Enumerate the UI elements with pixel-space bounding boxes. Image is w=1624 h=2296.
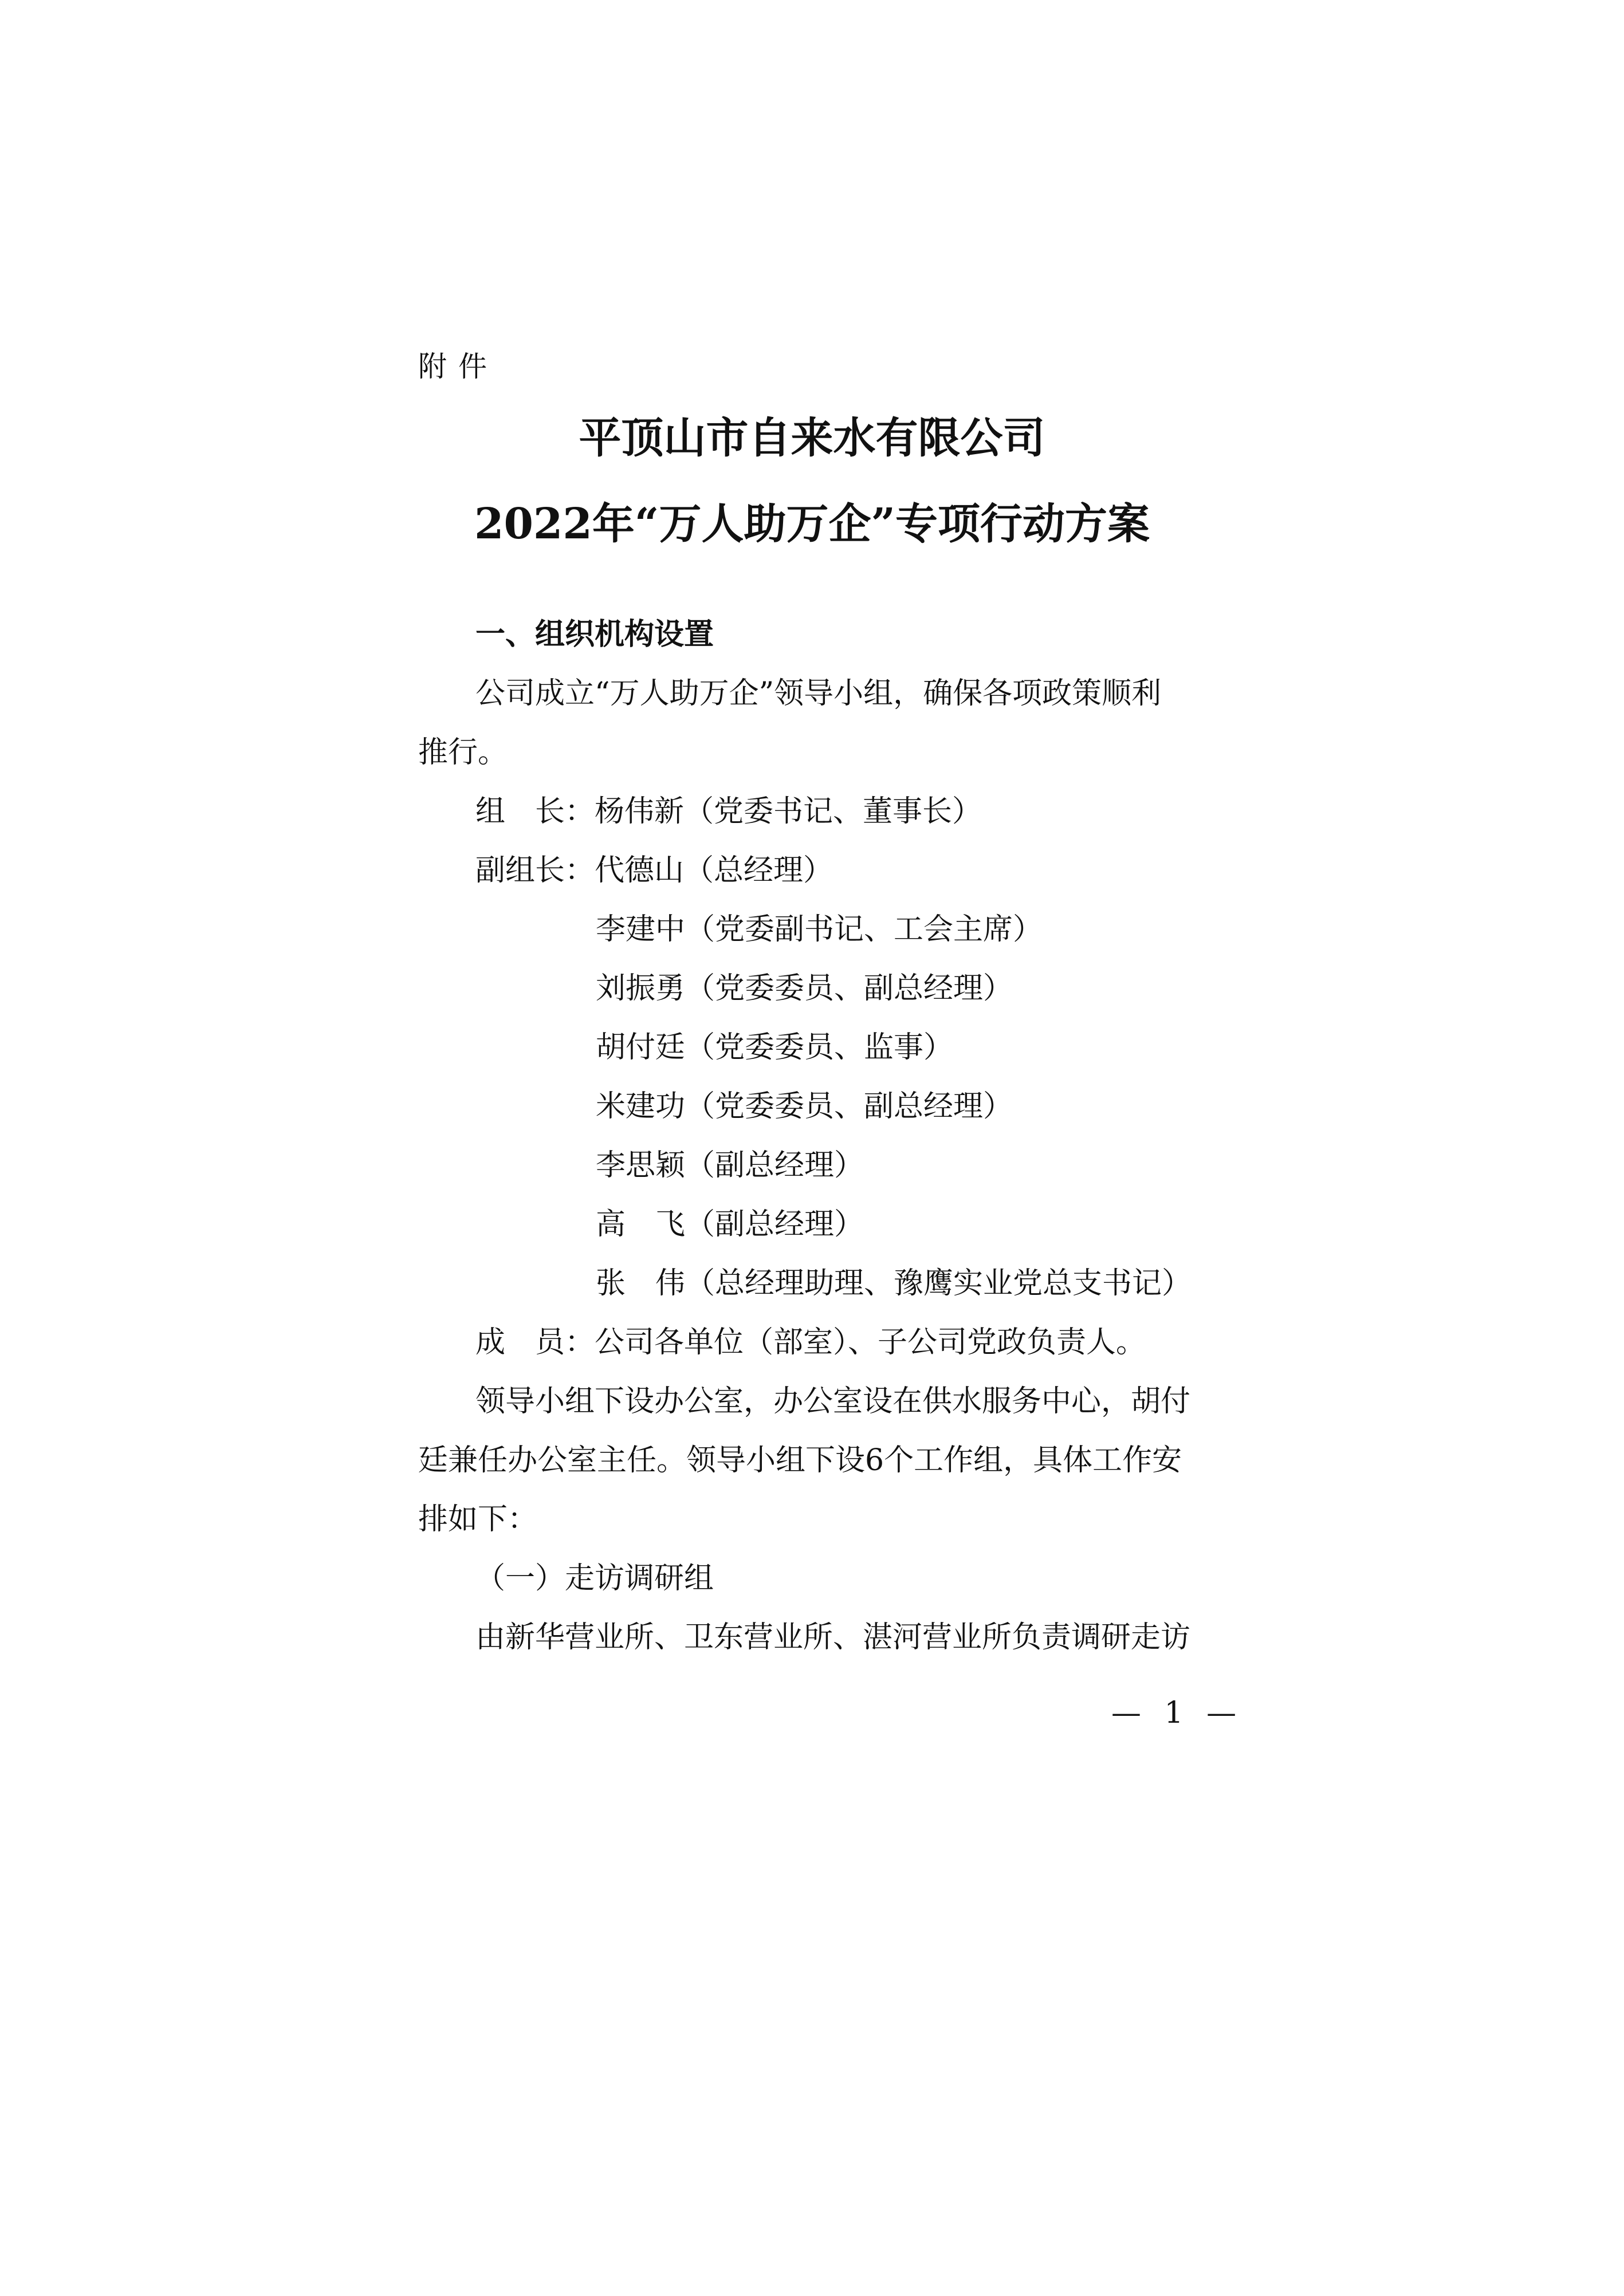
paragraph-line: 公司成立“万人助万企”领导小组，确保各项政策顺利 <box>475 676 1162 711</box>
leader-line: 组 长：杨伟新（党委书记、董事长） <box>475 794 982 829</box>
section-heading-organization: 一、组织机构设置 <box>475 617 714 652</box>
deputy-leader-entry: 刘振勇（党委委员、副总经理） <box>596 971 1013 1006</box>
deputy-leader-entry: 李思颖（副总经理） <box>596 1148 864 1183</box>
deputy-leader-entry: 米建功（党委委员、副总经理） <box>596 1089 1013 1124</box>
deputy-leader-line: 副组长：代德山（总经理） <box>475 853 833 888</box>
attachment-label: 附件 <box>418 350 498 383</box>
deputy-leader-entry: 张 伟（总经理助理、豫鹰实业党总支书记） <box>596 1266 1192 1301</box>
deputy-leader-entry: 胡付廷（党委委员、监事） <box>596 1030 954 1065</box>
subsection-heading-visit-research: （一）走访调研组 <box>475 1561 714 1596</box>
paragraph-line: 排如下： <box>418 1502 538 1537</box>
paragraph-line: 廷兼任办公室主任。领导小组下设6个工作组，具体工作安 <box>418 1443 1182 1478</box>
deputy-leader-entry: 高 飞（副总经理） <box>596 1207 864 1242</box>
paragraph-line: 推行。 <box>418 735 508 770</box>
members-line: 成 员：公司各单位（部室）、子公司党政负责人。 <box>475 1325 1146 1360</box>
document-title-line2: 2022年“万人助万企”专项行动方案 <box>474 499 1150 549</box>
deputy-leader-entry: 李建中（党委副书记、工会主席） <box>596 912 1043 947</box>
paragraph-line: 由新华营业所、卫东营业所、湛河营业所负责调研走访 <box>475 1620 1191 1655</box>
document-title-line1: 平顶山市自来水有限公司 <box>579 413 1045 463</box>
page-number: — 1 — <box>1111 1696 1244 1730</box>
paragraph-line: 领导小组下设办公室，办公室设在供水服务中心，胡付 <box>475 1384 1191 1419</box>
